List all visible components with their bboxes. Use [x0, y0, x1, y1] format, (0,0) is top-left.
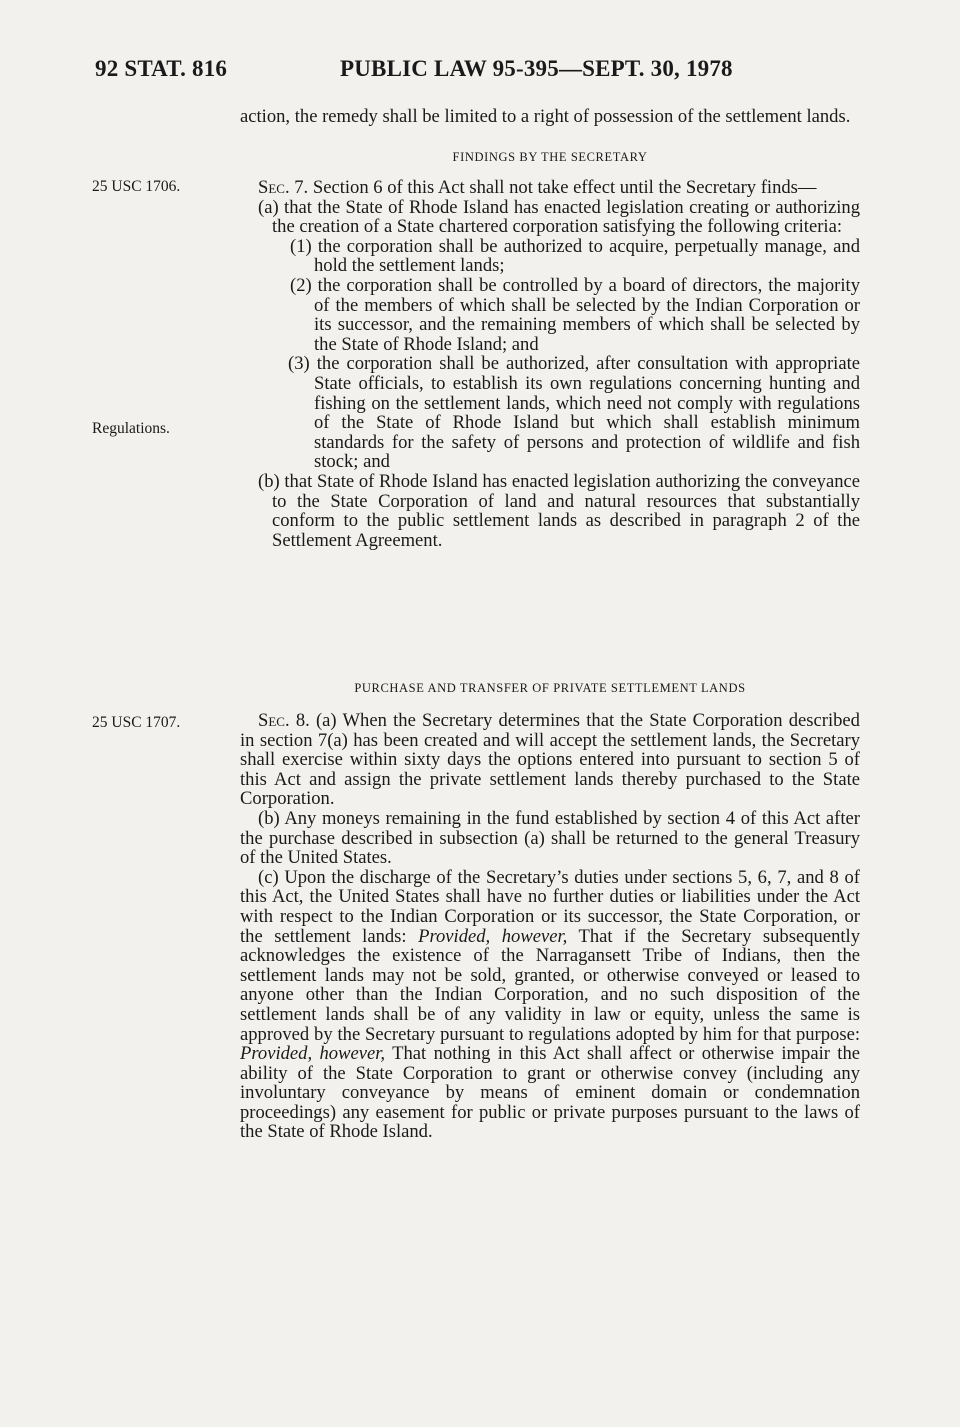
section-8-c-part-2: That if the Secretary subsequently acknowledges the existence of the Narragansett Tribe of Indians, then the settlement lands may not be sold, granted, or otherwise conveyed or leased to anyone other than the Indian Corporation, and no such disposition of the settlement lands shall be of any validity in law or equity, unless the same is approved by the Secretary pursuant to regulations adopted by him for that purpose:	[240, 925, 860, 1045]
stat-page-number: 92 STAT. 816	[95, 56, 228, 81]
section-7-text: Section 6 of this Act shall not take effect until the Secretary finds—	[312, 177, 817, 198]
section-8-c-part-1: (c) Upon the discharge of the Secretary’s duties under sections 5, 6, 7, and 8 of this Act, the United States shall have no further duties or liabilities under the Act with respect to the Indian Corporation or its successor, the State Corporation, or the settlement lands:	[240, 866, 860, 947]
section-8	[240, 711, 860, 1142]
section-8-heading: PURCHASE AND TRANSFER OF PRIVATE SETTLEMENT LANDS	[354, 681, 746, 695]
page-header	[95, 56, 875, 92]
intro-text: action, the remedy shall be limited to a right of possession of the settlement lands.	[240, 106, 851, 127]
section-7-subsection-b: (b) that State of Rhode Island has enacted legislation authorizing the conveyance to the State Corporation of land and natural resources that substantially conform to the public settlement lands as described in paragraph 2 of the Settlement Agreement.	[258, 470, 860, 551]
margin-note-usc-1706: 25 USC 1706.	[92, 178, 181, 195]
section-8-c-part-3: That nothing in this Act shall affect or otherwise impair the ability of the State Corporation to grant or otherwise convey (including any involuntary conveyance by means of eminent domain or condemnation proceedings) any easement for public or private purposes pursuant to the laws of the State of Rhode Island.	[240, 1043, 861, 1143]
section-8-c-proviso-2: Provided, however,	[240, 1043, 386, 1065]
section-8-subsection-c	[240, 868, 860, 1142]
section-8-c-proviso-1: Provided, however,	[418, 925, 568, 947]
section-7-para-1: (1) the corporation shall be authorized to acquire, perpetually manage, and hold the settlement lands;	[290, 235, 860, 277]
section-7	[240, 178, 860, 550]
section-7-heading: FINDINGS BY THE SECRETARY	[452, 150, 648, 164]
section-8-subsection-b: (b) Any moneys remaining in the fund established by section 4 of this Act after the purchase described in subsection (a) shall be returned to the general Treasury of the United States.	[240, 807, 860, 869]
section-8-subsection-a	[240, 711, 860, 809]
section-7-label: Sec. 7.	[258, 177, 309, 198]
public-law-title: PUBLIC LAW 95-395—SEPT. 30, 1978	[340, 56, 733, 81]
section-8-a-text: (a) When the Secretary determines that the State Corporation described in section 7(a) has been created and will accept the settlement lands, the Secretary shall exercise within sixty days the options entered into pursuant to section 5 of this Act and assign the private settlement lands thereby purchased to the State Corporation.	[240, 710, 860, 810]
section-7-para-2: (2) the corporation shall be controlled by a board of directors, the majority of the members of which shall be selected by the Indian Corporation or its successor, and the remaining members of which shall be selected by the State of Rhode Island; and	[290, 274, 860, 355]
margin-note-regulations: Regulations.	[92, 420, 170, 437]
section-7-subsection-a: (a) that the State of Rhode Island has enacted legislation creating or authorizing the creation of a State chartered corporation satisfying the following criteria:	[258, 196, 860, 238]
section-7-lead	[240, 178, 860, 198]
section-7-para-3: (3) the corporation shall be authorized, after consultation with appropriate State officials, to establish its own regulations concerning hunting and fishing on the settlement lands, which need not comply with regulations of the State of Rhode Island but which shall establish minimum standards for the safety of persons and protection of wildlife and fish stock; and	[288, 353, 860, 473]
margin-note-usc-1707: 25 USC 1707.	[92, 714, 181, 731]
section-8-label: Sec. 8.	[258, 710, 310, 731]
intro-paragraph	[240, 107, 860, 127]
